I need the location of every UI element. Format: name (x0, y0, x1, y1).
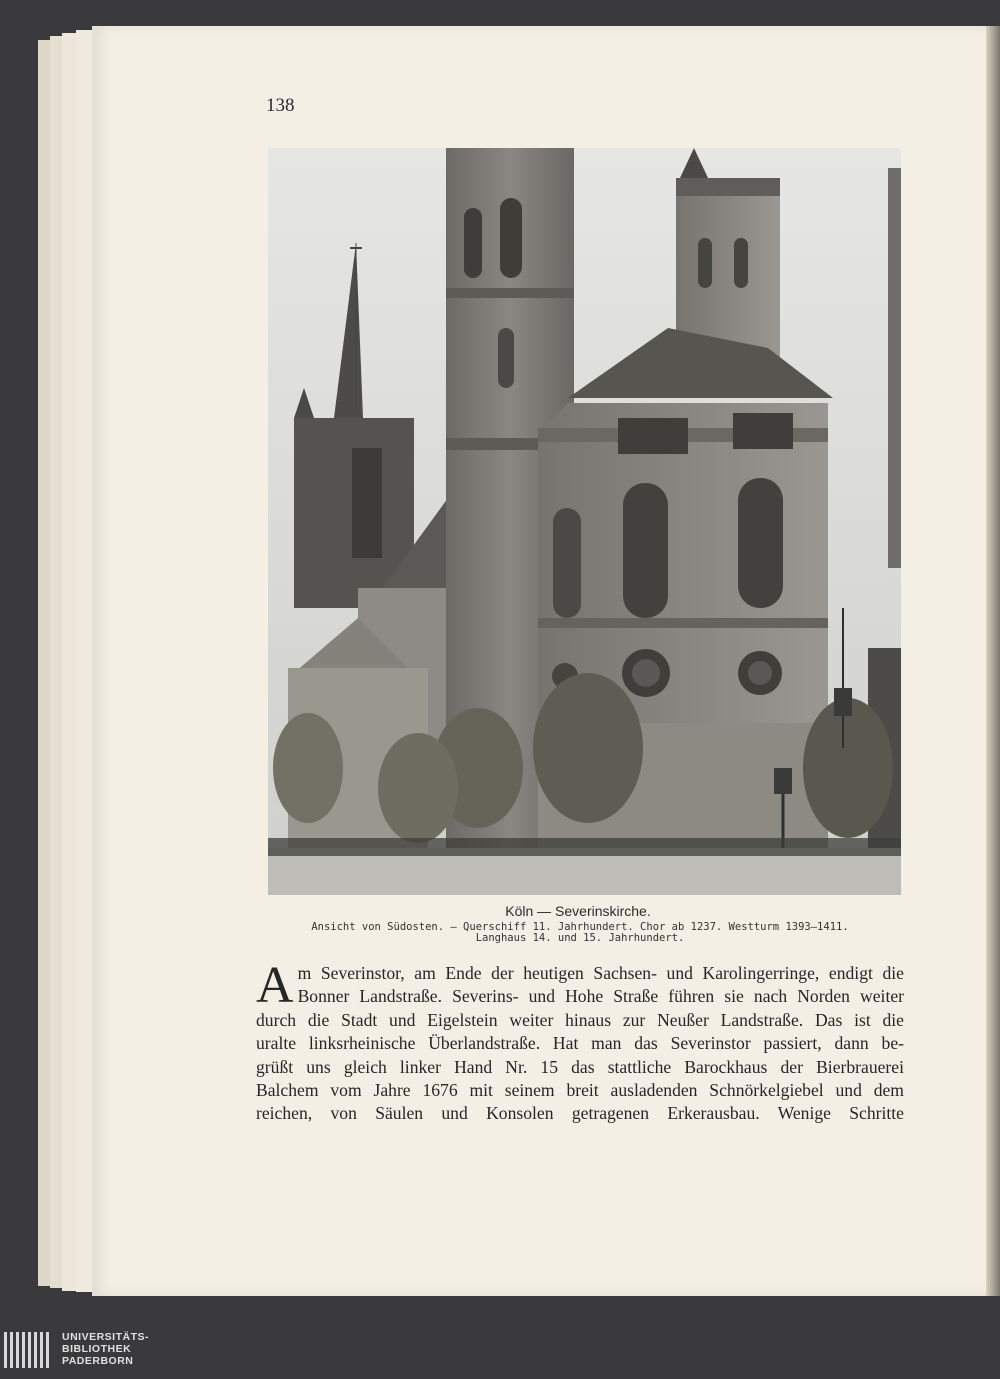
library-name (62, 1331, 202, 1367)
book-gutter (986, 26, 1000, 1296)
body-line: grüßt uns gleich linker Hand Nr. 15 das stattliche Barockhaus der Bierbrauerei (256, 1056, 904, 1077)
body-line: reichen, von Säulen und Konsolen getragenen Erkerausbau. Wenige Schritte (256, 1103, 904, 1124)
body-line: Bonner Landstraße. Severins- und Hohe Straße führen sie nach Norden weiter (297, 986, 904, 1007)
figure-caption-title: Köln — Severinskirche. (505, 903, 651, 919)
drop-cap-initial: A (256, 957, 294, 1014)
body-line: uralte linksrheinische Überlandstraße. Hat man das Severinstor passiert, dann be- (256, 1033, 904, 1054)
library-name-line: BIBLIOTHEK (62, 1343, 132, 1355)
church-photograph (268, 148, 901, 895)
body-line: Balchem vom Jahre 1676 mit seinem breit ausladenden Schnörkelgiebel und dem (256, 1080, 904, 1101)
figure-caption-line: Ansicht von Südosten. — Querschiff 11. Jahrhundert. Chor ab 1237. Westturm 1393—1411. (311, 921, 849, 933)
library-logo-icon (4, 1332, 52, 1373)
body-line: m Severinstor, am Ende der heutigen Sachsen- und Karolingerringe, endigt die (297, 963, 904, 983)
figure-caption-detail (300, 922, 860, 944)
library-name-line: UNIVERSITÄTS- (62, 1331, 150, 1343)
page-number: 138 (266, 95, 295, 116)
library-logo (0, 1330, 200, 1370)
library-name-line: PADERBORN (62, 1355, 134, 1367)
body-paragraph (256, 957, 904, 1126)
body-line: durch die Stadt und Eigelstein weiter hinaus zur Neußer Landstraße. Das ist die (256, 1009, 904, 1030)
figure-caption-line: Langhaus 14. und 15. Jahrhundert. (475, 932, 685, 944)
